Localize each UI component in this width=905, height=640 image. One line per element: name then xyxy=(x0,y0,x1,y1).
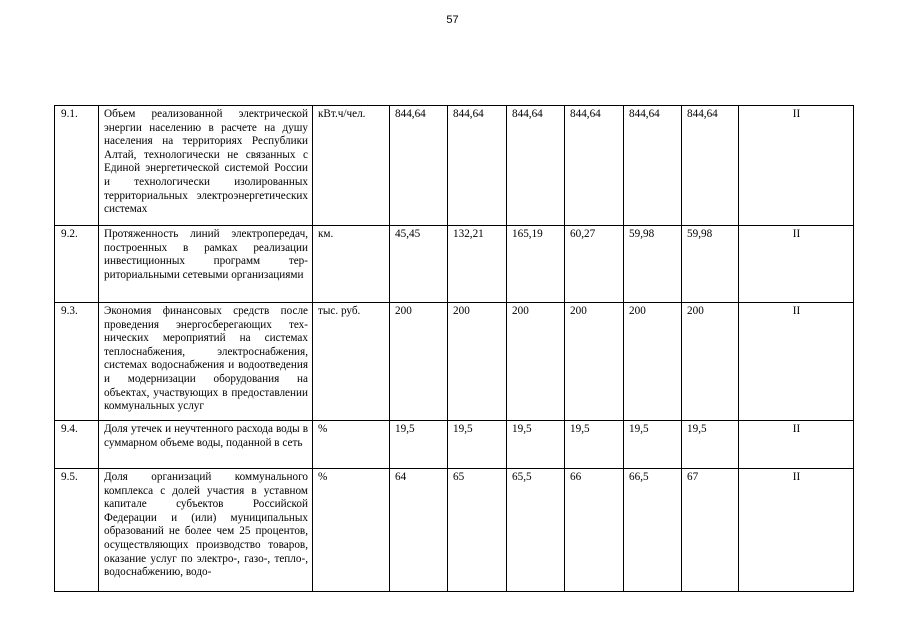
value-cell: 60,27 xyxy=(565,226,624,303)
row-number: 9.5. xyxy=(55,469,99,592)
level-cell: II xyxy=(739,303,854,421)
value-cell: 19,5 xyxy=(507,421,565,469)
row-number: 9.1. xyxy=(55,106,99,226)
level-cell: II xyxy=(739,106,854,226)
indicator-description: Доля организаций коммунального комплекса с долей участия в уставном капитале субъектов Российской Федерации и (или) муниципальных образований не более чем 25 процентов, осуществляющих производство товаров, оказание услуг по электро-, газо-, тепло-, водоснабжению, водо- xyxy=(99,469,313,592)
value-cell: 200 xyxy=(448,303,507,421)
value-cell: 65,5 xyxy=(507,469,565,592)
value-cell: 132,21 xyxy=(448,226,507,303)
table-row xyxy=(55,469,854,592)
value-cell: 19,5 xyxy=(390,421,448,469)
indicator-description: Экономия финансовых средств после проведения энергосберегающих технических мероприятий на системах теплоснабжения, электроснабжения, системах водоснабжения и водоотведения и модернизации оборудования на объектах, участвующих в предоставлении коммунальных услуг xyxy=(99,303,313,421)
table-row xyxy=(55,226,854,303)
value-cell: 200 xyxy=(565,303,624,421)
value-cell: 844,64 xyxy=(390,106,448,226)
value-cell: 66,5 xyxy=(624,469,682,592)
value-cell: 200 xyxy=(390,303,448,421)
value-cell: 59,98 xyxy=(624,226,682,303)
level-cell: II xyxy=(739,469,854,592)
value-cell: 45,45 xyxy=(390,226,448,303)
value-cell: 19,5 xyxy=(565,421,624,469)
row-number: 9.4. xyxy=(55,421,99,469)
unit-cell: км. xyxy=(313,226,390,303)
value-cell: 65 xyxy=(448,469,507,592)
value-cell: 844,64 xyxy=(565,106,624,226)
value-cell: 844,64 xyxy=(448,106,507,226)
indicators-table xyxy=(54,105,854,592)
value-cell: 844,64 xyxy=(507,106,565,226)
table-row xyxy=(55,106,854,226)
value-cell: 19,5 xyxy=(448,421,507,469)
unit-cell: % xyxy=(313,469,390,592)
value-cell: 200 xyxy=(624,303,682,421)
value-cell: 844,64 xyxy=(624,106,682,226)
unit-cell: тыс. руб. xyxy=(313,303,390,421)
row-number: 9.2. xyxy=(55,226,99,303)
unit-cell: кВт.ч/чел. xyxy=(313,106,390,226)
value-cell: 19,5 xyxy=(682,421,739,469)
table-row xyxy=(55,421,854,469)
value-cell: 19,5 xyxy=(624,421,682,469)
value-cell: 64 xyxy=(390,469,448,592)
table-row xyxy=(55,303,854,421)
value-cell: 165,19 xyxy=(507,226,565,303)
value-cell: 67 xyxy=(682,469,739,592)
row-number: 9.3. xyxy=(55,303,99,421)
indicator-description: Объем реализованной электрической энергии населению в расчете на душу населения на территориях Республики Алтай, технологически не связанных с Единой энергетической системой России и технологически изолированных территориальных электроэнергетических системах xyxy=(99,106,313,226)
indicator-description: Доля утечек и неучтенного расхода воды в суммарном объеме воды, поданной в сеть xyxy=(99,421,313,469)
value-cell: 200 xyxy=(682,303,739,421)
value-cell: 59,98 xyxy=(682,226,739,303)
value-cell: 66 xyxy=(565,469,624,592)
unit-cell: % xyxy=(313,421,390,469)
page-number: 57 xyxy=(446,14,459,26)
value-cell: 844,64 xyxy=(682,106,739,226)
value-cell: 200 xyxy=(507,303,565,421)
level-cell: II xyxy=(739,421,854,469)
level-cell: II xyxy=(739,226,854,303)
indicator-description: Протяженность линий электропередач, построенных в рамках реализации инвестиционных программ территориальными сетевыми организациями xyxy=(99,226,313,303)
